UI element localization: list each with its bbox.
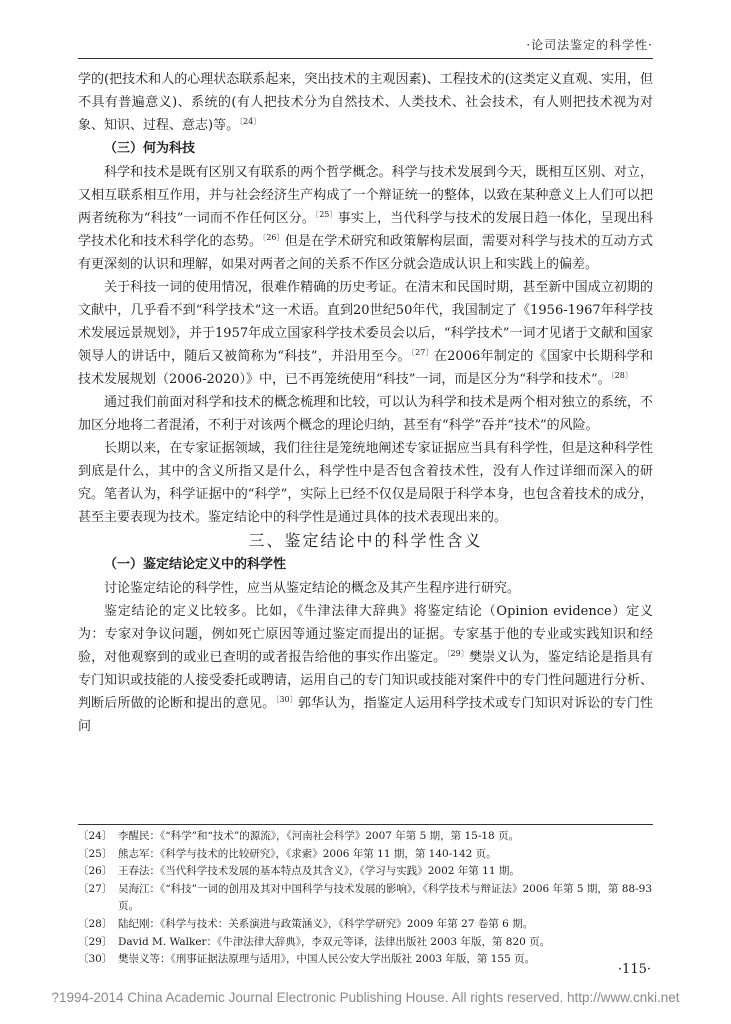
running-header: ·论司法鉴定的科学性· — [526, 38, 653, 52]
page-number: ·115· — [617, 962, 651, 977]
footnote-ref-25[interactable]: 〔25〕 — [315, 210, 338, 219]
paragraph-3: 关于科技一词的使用情况，很难作精确的历史考证。在清末和民国时期，甚至新中国成立初期的文献中，几乎看不到“科学技术”这一术语。直到20世纪50年代，我国制定了《1956-1967年科学技术发展远景规划》，并于1957年成立国家科学技术委员会以后，“科学技术”一词才见诸于文献和国家领导人的讲话中，随后又被简称为“科技”，并沿用至今。$^{〔27〕}$在2006年制定的《国家中长期科学和技术发展规划（2006-2020）》中，已不再笼统使用“科技”一词，而是区分为“科学和技术”。$^{〔28〕}$ — [78, 280, 653, 387]
footnotes — [78, 828, 653, 969]
footnote-27: 〔27〕 吴海江：《“科技”一词的创用及其对中国科学与技术发展的影响》，《科学技术与辩证法》2006 年第 5 期，第 88-93 页。 — [78, 882, 653, 913]
subheading-definition: （一）鉴定结论定义中的科学性 — [104, 557, 287, 572]
footnote-25: 〔25〕 熊志军：《科学与技术的比较研究》，《求索》2006 年第 11 期，第 140-142 页。 — [78, 847, 497, 860]
footnote-29: 〔29〕 David M. Walker：《牛津法律大辞典》，李双元等译，法律出版社 2003 年版，第 820 页。 — [78, 935, 551, 948]
section-title: 三、鉴定结论中的科学性含义 — [248, 531, 483, 550]
paragraph-4: 通过我们前面对科学和技术的概念梳理和比较，可以认为科学和技术是两个相对独立的系统，不加区分地将二者混淆，不利于对该两个概念的理论归纳，甚至有“科学”吞并“技术”的风险。 — [78, 395, 653, 433]
footnote-ref-24[interactable]: 〔24〕 — [239, 117, 262, 126]
footnote-ref-26[interactable]: 〔26〕 — [262, 233, 285, 242]
paragraph-2: 科学和技术是既有区别又有联系的两个哲学概念。科学与技术发展到今天，既相互区别、对立，又相互联系相互作用，并与社会经济生产构成了一个辩证统一的整体，以致在某种意义上人们可以把两者统称为“科技”一词而不作任何区分。$^{〔25〕}$事实上，当代科学与技术的发展日趋一体化，呈现出科学技术化和技术科学化的态势。$^{〔26〕}$但是在学术研究和政策解构层面，需要对科学与技术的互动方式有更深刻的认识和理解，如果对两者之间的关系不作区分就会造成认识上和实践上的偏差。 — [78, 165, 653, 272]
footnote-ref-29[interactable]: 〔29〕 — [446, 649, 469, 658]
article-body — [78, 68, 653, 738]
footnote-ref-28[interactable]: 〔28〕 — [610, 371, 633, 380]
header-rule — [78, 58, 653, 59]
footnote-ref-30[interactable]: 〔30〕 — [275, 695, 298, 704]
footnote-30: 〔30〕 樊崇义等：《刑事证据法原理与适用》，中国人民公安大学出版社 2003 年版，第 155 页。 — [78, 953, 536, 966]
subheading-what-is-technology: （三）何为科技 — [104, 141, 196, 156]
paragraph-1: 学的(把技术和人的心理状态联系起来，突出技术的主观因素)、工程技术的(这类定义直观、实用，但不具有普遍意义)、系统的(有人把技术分为自然技术、人类技术、社会技术，有人则把技术视为对象、知识、过程、意志)等。$^{〔24〕}$ — [78, 72, 653, 133]
footnote-ref-27[interactable]: 〔27〕 — [410, 348, 434, 357]
footnote-26: 〔26〕 王春法：《当代科学技术发展的基本特点及其含义》，《学习与实践》2002 年第 11 期。 — [78, 865, 520, 878]
footnote-28: 〔28〕 陆纪刚：《科学与技术：关系演进与政策涵义》，《科学学研究》2009 年第 27 卷第 6 期。 — [78, 917, 534, 930]
copyright-footer: ?1994-2014 China Academic Journal Electronic Publishing House. All rights reserved. http://www.cnki.net — [51, 990, 680, 1005]
paragraph-6: 讨论鉴定结论的科学性，应当从鉴定结论的概念及其产生程序进行研究。 — [104, 581, 521, 596]
footnotes-rule — [78, 824, 653, 825]
paragraph-7: 鉴定结论的定义比较多。比如，《牛津法律大辞典》将鉴定结论（Opinion evidence）定义为：专家对争议问题，例如死亡原因等通过鉴定而提出的证据。专家基于他的专业或实践知识和经验，对他观察到的或业已查明的或者报告给他的事实作出鉴定。$^{〔29〕}$樊崇义认为，鉴定结论是指具有专门知识或技能的人接受委托或聘请，运用自己的专门知识或技能对案件中的专门性问题进行分析、判断后所做的论断和提出的意见。$^{〔30〕}$郭华认为，指鉴定人运用科学技术或专门知识对诉讼的专门性问 — [78, 604, 653, 734]
paragraph-5: 长期以来，在专家证据领域，我们往往是笼统地阐述专家证据应当具有科学性，但是这种科学性到底是什么，其中的含义所指又是什么，科学性中是否包含着技术性，没有人作过详细而深入的研究。笔者认为，科学证据中的“科学”，实际上已经不仅仅是局限于科学本身，也包含着技术的成分，甚至主要表现为技术。鉴定结论中的科学性是通过具体的技术表现出来的。 — [78, 441, 653, 525]
footnote-24: 〔24〕 李醒民：《“科学”和“技术”的源流》，《河南社会科学》2007 年第 5 期，第 15-18 页。 — [78, 830, 520, 842]
